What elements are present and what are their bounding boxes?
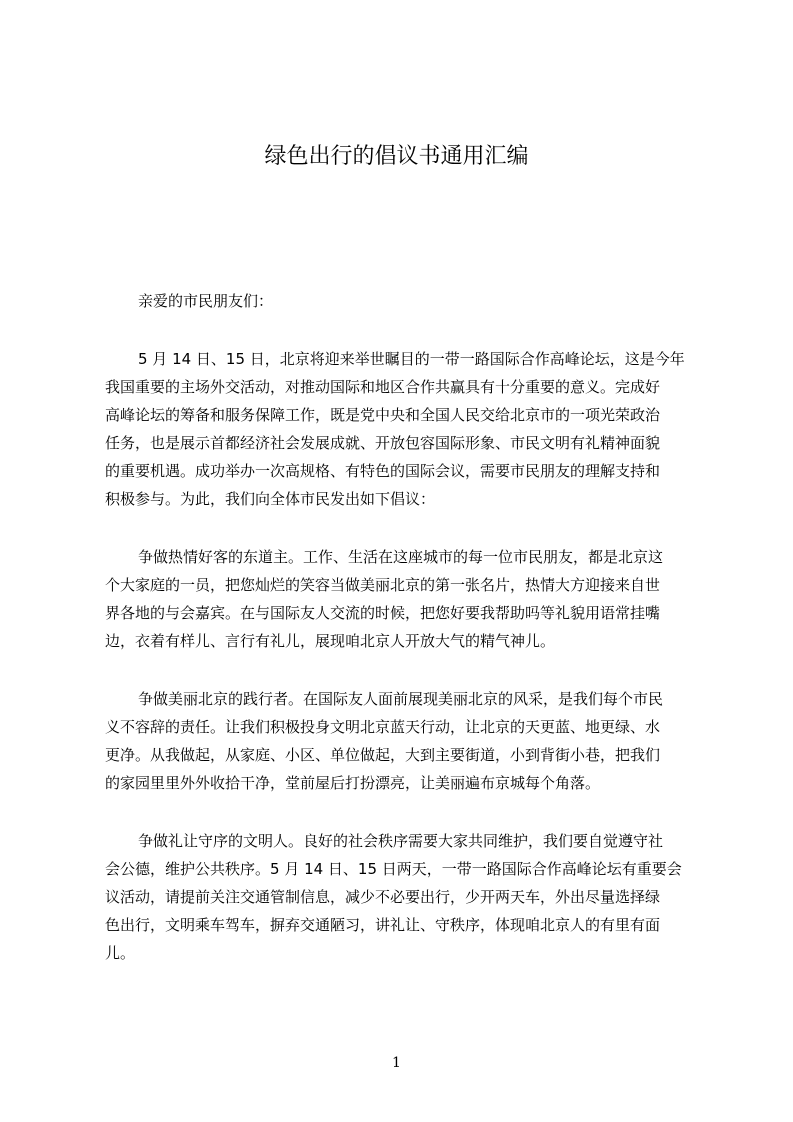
paragraph-line: 争做美丽北京的践行者。在国际友人面前展现美丽北京的风采，是我们每个市民	[138, 690, 664, 708]
paragraph-line: 我国重要的主场外交活动，对推动国际和地区合作共赢具有十分重要的意义。完成好	[105, 378, 661, 396]
paragraph-line: 任务，也是展示首都经济社会发展成就、开放包容国际形象、市民文明有礼精神面貌	[105, 434, 661, 452]
paragraph-line: 儿。	[105, 944, 136, 962]
paragraph-line: 边，衣着有样儿、言行有礼儿，展现咱北京人开放大气的精气神儿。	[105, 632, 556, 650]
paragraph-line: 义不容辞的责任。让我们积极投身文明北京蓝天行动，让北京的天更蓝、地更绿、水	[105, 718, 661, 736]
paragraph-line: 界各地的与会嘉宾。在与国际友人交流的时候，把您好要我帮助吗等礼貌用语常挂嘴	[105, 604, 661, 622]
paragraph-line: 争做热情好客的东道主。工作、生活在这座城市的每一位市民朋友，都是北京这	[138, 548, 664, 566]
greeting: 亲爱的市民朋友们：	[138, 292, 274, 310]
paragraph-line: 更净。从我做起，从家庭、小区、单位做起，大到主要街道，小到背街小巷，把我们	[105, 746, 661, 764]
paragraph-line: 色出行，文明乘车驾车，摒弃交通陋习，讲礼让、守秩序，体现咱北京人的有里有面	[105, 916, 661, 934]
paragraph-line: 的家园里里外外收拾干净，堂前屋后打扮漂亮，让美丽遍布京城每个角落。	[105, 774, 601, 792]
paragraph-line: 争做礼让守序的文明人。良好的社会秩序需要大家共同维护，我们要自觉遵守社	[138, 832, 664, 850]
paragraph-line: 积极参与。为此，我们向全体市民发出如下倡议：	[105, 490, 436, 508]
paragraph-line: 会公德，维护公共秩序。5 月 14 日、15 日两天，一带一路国际合作高峰论坛有重要会	[105, 860, 682, 878]
paragraph-line: 议活动，请提前关注交通管制信息，减少不必要出行，少开两天车，外出尽量选择绿	[105, 888, 661, 906]
paragraph-1	[105, 345, 702, 513]
document-title: 绿色出行的倡议书通用汇编	[264, 144, 529, 169]
page-number: 1	[392, 1055, 401, 1071]
paragraph-line: 的重要机遇。成功举办一次高规格、有特色的国际会议，需要市民朋友的理解支持和	[105, 462, 661, 480]
paragraph-line: 5 月 14 日、15 日，北京将迎来举世瞩目的一带一路国际合作高峰论坛，这是今年	[138, 350, 685, 368]
paragraph-2	[105, 543, 702, 655]
paragraph-4	[105, 827, 702, 967]
paragraph-line: 高峰论坛的筹备和服务保障工作，既是党中央和全国人民交给北京市的一项光荣政治	[105, 406, 661, 424]
paragraph-3	[105, 685, 702, 797]
paragraph-line: 个大家庭的一员，把您灿烂的笑容当做美丽北京的第一张名片，热情大方迎接来自世	[105, 576, 661, 594]
document-body	[105, 287, 702, 967]
